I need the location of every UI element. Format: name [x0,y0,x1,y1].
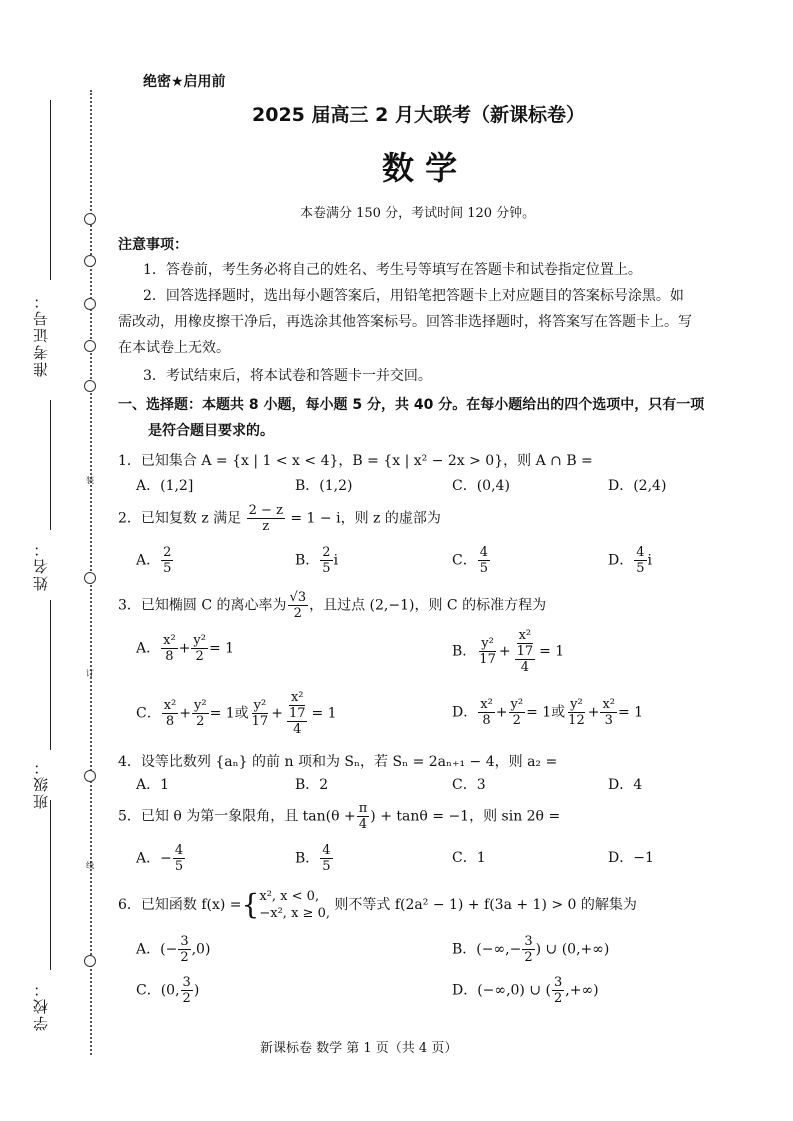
class-label: 班级： [32,758,50,809]
notice-item: 2．回答选择题时，选出每小题答案后，用铅笔把答题卡上对应题目的答案标号涂黑。如 [143,288,684,304]
q6-option-c: C．(0, $\frac{3}{2}$ ) [136,975,200,1006]
q6-option-d: D．(−∞,0) ∪ ( $\frac{3}{2}$ ,+∞) [452,975,599,1006]
subject-title: 数 学 [382,149,458,187]
page-footer: 新课标卷 数学 第 1 页（共 4 页） [260,1041,458,1056]
q2-stem-fraction: $\frac{2 - z}{z}$ [248,503,283,534]
q3-option-d: D． $\frac{\text{x²}}{8}$ + $\frac{\text{y²}}{2}$ = 1或 $\frac{\text{y²}}{12}$ + $\frac{\text{x²}}{3}$ = 1 [452,697,644,728]
binding-hole [84,340,96,352]
q1-option-a: A．(1,2] [136,478,194,494]
score-time: 本卷满分 150 分，考试时间 120 分钟。 [300,206,536,221]
q2-option-c: C． $\frac{4}{5}$ [452,545,488,576]
exam-no-label: 准考证号： [32,292,50,377]
binding-mark-ding: 订 [86,669,94,678]
school-line [50,800,51,970]
binding-hole [84,380,96,392]
secret-label: 绝密★启用前 [143,74,226,90]
section1-heading-cont: 是符合题目要求的。 [148,423,274,439]
q3-option-b: B． $\frac{\text{y²}}{17}$ + $\frac{\text{x²}}{\frac{17}{4}}$ = 1 [452,628,565,675]
binding-hole [84,255,96,267]
q5-option-b: B． $\frac{4}{5}$ [295,843,331,874]
q6-stem: 6．已知函数 f(x) ={ x², x < 0, −x², x ≥ 0, 则不等式 f(2a² − 1) + f(3a + 1) > 0 的解集为 [118,888,637,921]
school-label: 学校： [32,980,50,1031]
notice-item: 1．答卷前，考生务必将自己的姓名、考生号等填写在答题卡和试卷指定位置上。 [143,262,642,278]
q5-stem: 5．已知 θ 为第一象限角，且 tan(θ + $\frac{\pi}{4}$ ) + tanθ = −1，则 sin 2θ = [118,801,561,832]
q3-option-a: A． $\frac{\text{x²}}{8}$ + $\frac{\text{y²}}{2}$ = 1 [136,633,235,664]
q1-stem: 1．已知集合 A = {x | 1 < x < 4}，B = {x | x² − 2x > 0}，则 A ∩ B = [118,453,593,469]
exam-title: 2025 届高三 2 月大联考（新课标卷） [252,104,585,126]
q5-option-a: A．− $\frac{4}{5}$ [136,843,184,874]
q4-option-c: C．3 [452,777,486,793]
binding-hole [84,298,96,310]
binding-mark-xian: 线 [86,861,94,870]
q5-option-d: D．−1 [608,850,654,866]
q1-option-c: C．(0,4) [452,478,510,494]
q2-stem [118,503,441,534]
q4-option-d: D．4 [608,777,643,793]
name-line [50,400,51,530]
q3-option-c: C． $\frac{\text{x²}}{8}$ + $\frac{\text{y²}}{2}$ = 1或 $\frac{\text{y²}}{17}$ + $\frac{\text{x²}}{\frac{17}{4}}$ = 1 [136,690,337,737]
q1-option-d: D．(2,4) [608,478,667,494]
q2-option-a: A． $\frac{2}{5}$ [136,545,172,576]
q4-option-b: B．2 [295,777,329,793]
class-line [50,600,51,750]
section1-heading: 一、选择题：本题共 8 小题，每小题 5 分，共 40 分。在每小题给出的四个选项中，只有一项 [118,397,705,413]
binding-hole [84,213,96,225]
notice-item: 3．考试结束后，将本试卷和答题卡一并交回。 [143,368,432,384]
q2-option-d: D． $\frac{4}{5}$ i [608,545,652,576]
binding-hole [84,955,96,967]
exam-no-line [50,100,51,280]
q5-option-c: C．1 [452,850,486,866]
q3-stem: 3．已知椭圆 C 的离心率为 $\frac{√3}{2}$ ，且过点 (2,−1)，则 C 的标准方程为 [118,590,547,621]
q4-stem: 4．设等比数列 {aₙ} 的前 n 项和为 Sₙ，若 Sₙ = 2aₙ₊₁ − 4，则 a₂ = [118,754,558,770]
binding-mark-zhuang: 装 [86,476,94,485]
q4-option-a: A．1 [136,777,170,793]
q2-option-b: B． $\frac{2}{5}$ i [295,545,339,576]
notice-item: 在本试卷上无效。 [118,340,230,356]
q1-option-b: B．(1,2) [295,478,353,494]
notice-title: 注意事项： [118,237,188,253]
q6-option-b: B．(−∞,− $\frac{3}{2}$ ) ∪ (0,+∞) [452,934,610,965]
name-label: 姓名： [32,540,50,591]
q2-stem-pre: 2．已知复数 z 满足 [118,510,242,527]
q6-option-a: A．(− $\frac{3}{2}$ ,0) [136,934,211,965]
notice-item: 需改动，用橡皮擦干净后，再选涂其他答案标号。回答非选择题时，将答案写在答题卡上。写 [118,314,692,330]
binding-hole [84,770,96,782]
binding-hole [84,572,96,584]
q2-stem-post: = 1 − i，则 z 的虚部为 [290,510,441,527]
